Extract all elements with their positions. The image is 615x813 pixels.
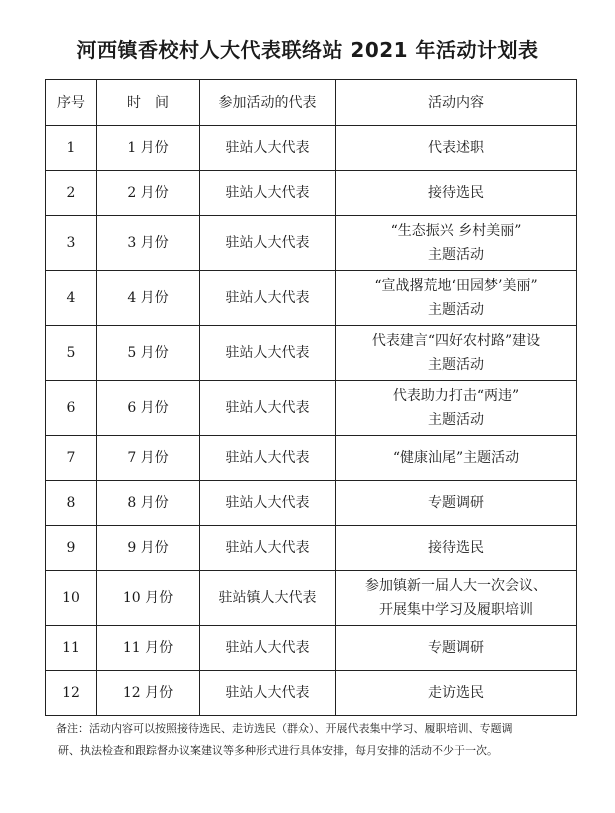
row-content	[336, 326, 577, 381]
table-row	[46, 671, 577, 716]
row-no: 10	[46, 571, 97, 626]
table-row	[46, 326, 577, 381]
row-content	[336, 381, 577, 436]
row-content	[336, 481, 577, 526]
row-no: 8	[46, 481, 97, 526]
row-month: 5 月份	[97, 326, 200, 381]
content-line: 主题活动	[428, 357, 484, 373]
table-row	[46, 436, 577, 481]
row-month: 12 月份	[97, 671, 200, 716]
row-representative: 驻站人大代表	[200, 481, 336, 526]
content-line: 走访选民	[428, 685, 484, 701]
row-representative: 驻站人大代表	[200, 271, 336, 326]
row-representative: 驻站人大代表	[200, 671, 336, 716]
row-no: 4	[46, 271, 97, 326]
row-representative: 驻站人大代表	[200, 171, 336, 216]
content-line: 主题活动	[428, 412, 484, 428]
row-content	[336, 436, 577, 481]
row-no: 6	[46, 381, 97, 436]
row-no: 3	[46, 216, 97, 271]
document-title: 河西镇香校村人大代表联络站 2021 年活动计划表	[76, 38, 539, 62]
table-row	[46, 271, 577, 326]
row-no: 9	[46, 526, 97, 571]
row-content	[336, 216, 577, 271]
row-content	[336, 626, 577, 671]
row-no: 12	[46, 671, 97, 716]
content-line: 接待选民	[428, 540, 484, 556]
content-line: “宣战撂荒地‘田园梦’美丽”	[374, 278, 538, 294]
footnote-line: 备注：活动内容可以按照接待选民、走访选民（群众）、开展代表集中学习、履职培训、专题调	[56, 722, 513, 735]
table-row	[46, 381, 577, 436]
row-representative: 驻站人大代表	[200, 381, 336, 436]
row-no: 2	[46, 171, 97, 216]
row-content	[336, 126, 577, 171]
row-month: 7 月份	[97, 436, 200, 481]
content-line: “健康汕尾”主题活动	[392, 450, 520, 466]
content-line: 代表述职	[428, 140, 484, 156]
row-no: 1	[46, 126, 97, 171]
row-month: 11 月份	[97, 626, 200, 671]
header-content: 活动内容	[336, 80, 577, 126]
footnote	[58, 718, 582, 762]
content-line: “生态振兴 乡村美丽”	[390, 223, 522, 239]
header-representative: 参加活动的代表	[200, 80, 336, 126]
content-line: 参加镇新一届人大一次会议、	[365, 578, 547, 594]
row-month: 9 月份	[97, 526, 200, 571]
row-content	[336, 171, 577, 216]
content-line: 专题调研	[428, 640, 484, 656]
row-month: 10 月份	[97, 571, 200, 626]
table-row	[46, 571, 577, 626]
row-no: 5	[46, 326, 97, 381]
content-line: 代表助力打击“两违”	[392, 388, 520, 404]
table-row	[46, 216, 577, 271]
row-representative: 驻站人大代表	[200, 216, 336, 271]
row-representative: 驻站人大代表	[200, 626, 336, 671]
header-time: 时 间	[97, 80, 200, 126]
row-content	[336, 571, 577, 626]
row-representative: 驻站人大代表	[200, 326, 336, 381]
table-row	[46, 126, 577, 171]
row-content	[336, 271, 577, 326]
table-row	[46, 171, 577, 216]
content-line: 专题调研	[428, 495, 484, 511]
row-month: 2 月份	[97, 171, 200, 216]
row-month: 3 月份	[97, 216, 200, 271]
row-representative: 驻站人大代表	[200, 526, 336, 571]
content-line: 接待选民	[428, 185, 484, 201]
row-no: 7	[46, 436, 97, 481]
content-line: 开展集中学习及履职培训	[379, 602, 533, 618]
footnote-line: 研、执法检查和跟踪督办议案建议等多种形式进行具体安排，每月安排的活动不少于一次。	[58, 744, 498, 757]
table-row	[46, 526, 577, 571]
row-representative: 驻站人大代表	[200, 126, 336, 171]
row-content	[336, 671, 577, 716]
row-month: 1 月份	[97, 126, 200, 171]
content-line: 代表建言“四好农村路”建设	[371, 333, 541, 349]
content-line: 主题活动	[428, 302, 484, 318]
header-no: 序号	[46, 80, 97, 126]
row-representative: 驻站镇人大代表	[200, 571, 336, 626]
table-row	[46, 481, 577, 526]
table-header-row	[46, 80, 577, 126]
row-content	[336, 526, 577, 571]
row-month: 6 月份	[97, 381, 200, 436]
content-line: 主题活动	[428, 247, 484, 263]
row-no: 11	[46, 626, 97, 671]
row-month: 4 月份	[97, 271, 200, 326]
activity-plan-table	[45, 79, 577, 716]
row-month: 8 月份	[97, 481, 200, 526]
row-representative: 驻站人大代表	[200, 436, 336, 481]
table-row	[46, 626, 577, 671]
